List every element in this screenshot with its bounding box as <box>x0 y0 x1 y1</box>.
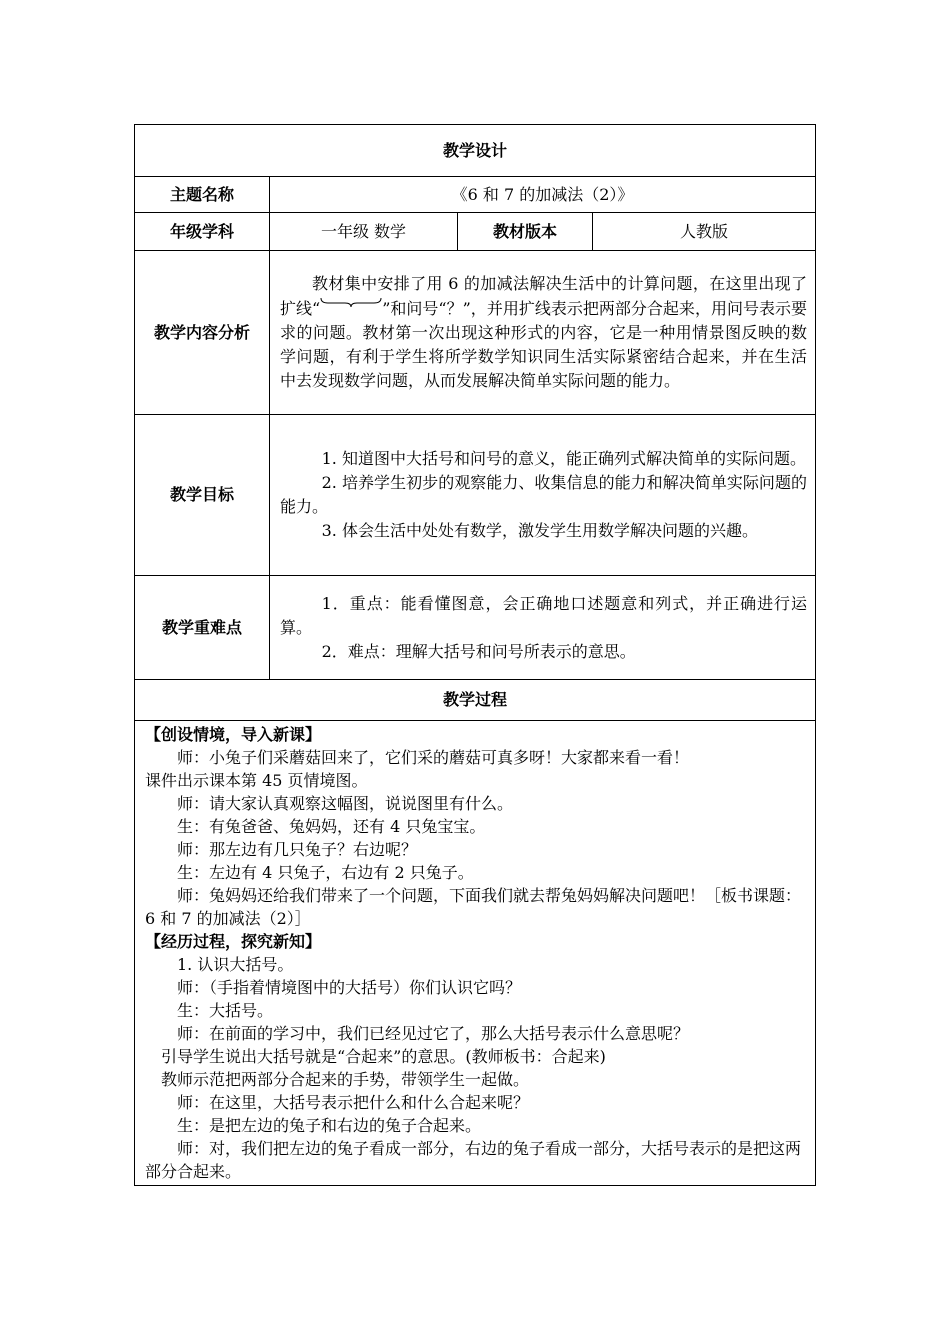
edition-value: 人教版 <box>593 213 816 251</box>
section-heading: 【经历过程，探究新知】 <box>145 932 322 951</box>
process-line: 生：左边有 4 只兔子，右边有 2 只兔子。 <box>177 863 474 882</box>
process-line: 引导学生说出大括号就是“合起来”的意思。(教师板书：合起来) <box>161 1047 606 1066</box>
process-line: 师：在这里，大括号表示把什么和什么合起来呢？ <box>177 1093 530 1112</box>
section-heading: 【创设情境，导入新课】 <box>145 725 322 744</box>
process-line: 教师示范把两部分合起来的手势，带领学生一起做。 <box>161 1070 530 1089</box>
grade-label: 年级学科 <box>135 213 270 251</box>
process-line: 师：兔妈妈还给我们带来了一个问题，下面我们就去帮兔妈妈解决问题吧！［板书课题：6 和 7 的加减法（2）］ <box>145 886 802 928</box>
topic-label: 主题名称 <box>135 177 270 213</box>
brace-line-icon <box>320 296 382 308</box>
document-title: 教学设计 <box>135 125 816 177</box>
process-line: 师：在前面的学习中，我们已经见过它了，那么大括号表示什么意思呢？ <box>177 1024 690 1043</box>
key-points-label: 教学重难点 <box>135 576 270 680</box>
goal-item: 3. 体会生活中处处有数学，激发学生用数学解决问题的兴趣。 <box>321 521 758 540</box>
process-line: 生：是把左边的兔子和右边的兔子合起来。 <box>177 1116 482 1135</box>
goal-item: 2. 培养学生初步的观察能力、收集信息的能力和解决简单实际问题的能力。 <box>280 473 808 516</box>
process-line: 师：那左边有几只兔子？右边呢？ <box>177 840 418 859</box>
key-point-item: 2．难点：理解大括号和问号所表示的意思。 <box>321 641 636 661</box>
key-points-text <box>270 576 816 680</box>
edition-label: 教材版本 <box>458 213 593 251</box>
process-line: 师：请大家认真观察这幅图，说说图里有什么。 <box>177 794 514 813</box>
goal-item: 1. 知道图中大括号和问号的意义，能正确列式解决简单的实际问题。 <box>321 449 806 468</box>
content-text-part-b: ”和问号“？”，并用扩线表示把两部分合起来，用问号表示要求的问题。教材第一次出现这种形式的内容，它是一种用情景图反映的数学问题，有利于学生将所学数学知识同生活实际紧密结合起来，并在生活中去发现数学问题，从而发展解决简单实际问题的能力。 <box>280 299 808 390</box>
content-analysis-text <box>270 251 816 415</box>
teaching-process-body <box>135 721 816 1186</box>
teaching-goals-label: 教学目标 <box>135 415 270 576</box>
content-text-part-a: 教材集中安排了用 6 的加减法解决生活中的计算问题，在这里出现了扩线“ <box>280 274 808 318</box>
process-line: 课件出示课本第 45 页情境图。 <box>145 771 368 790</box>
process-line: 师：（手指着情境图中的大括号）你们认识它吗？ <box>177 978 522 997</box>
topic-value: 《6 和 7 的加减法（2）》 <box>270 177 816 213</box>
lesson-plan-table <box>134 124 816 1186</box>
process-line: 生：有兔爸爸、兔妈妈，还有 4 只兔宝宝。 <box>177 817 486 836</box>
lesson-plan-document <box>134 124 815 1186</box>
teaching-process-heading: 教学过程 <box>135 680 816 721</box>
grade-value: 一年级 数学 <box>270 213 458 251</box>
process-line: 师：对，我们把左边的兔子看成一部分，右边的兔子看成一部分，大括号表示的是把这两部分合起来。 <box>145 1139 802 1181</box>
process-line: 1. 认识大括号。 <box>177 955 294 974</box>
content-analysis-label: 教学内容分析 <box>135 251 270 415</box>
key-point-item: 1．重点：能看懂图意，会正确地口述题意和列式，并正确进行运算。 <box>280 593 808 637</box>
process-line: 师：小兔子们采蘑菇回来了，它们采的蘑菇可真多呀！大家都来看一看！ <box>177 748 690 767</box>
teaching-goals-text <box>270 415 816 576</box>
process-line: 生：大括号。 <box>177 1001 274 1020</box>
